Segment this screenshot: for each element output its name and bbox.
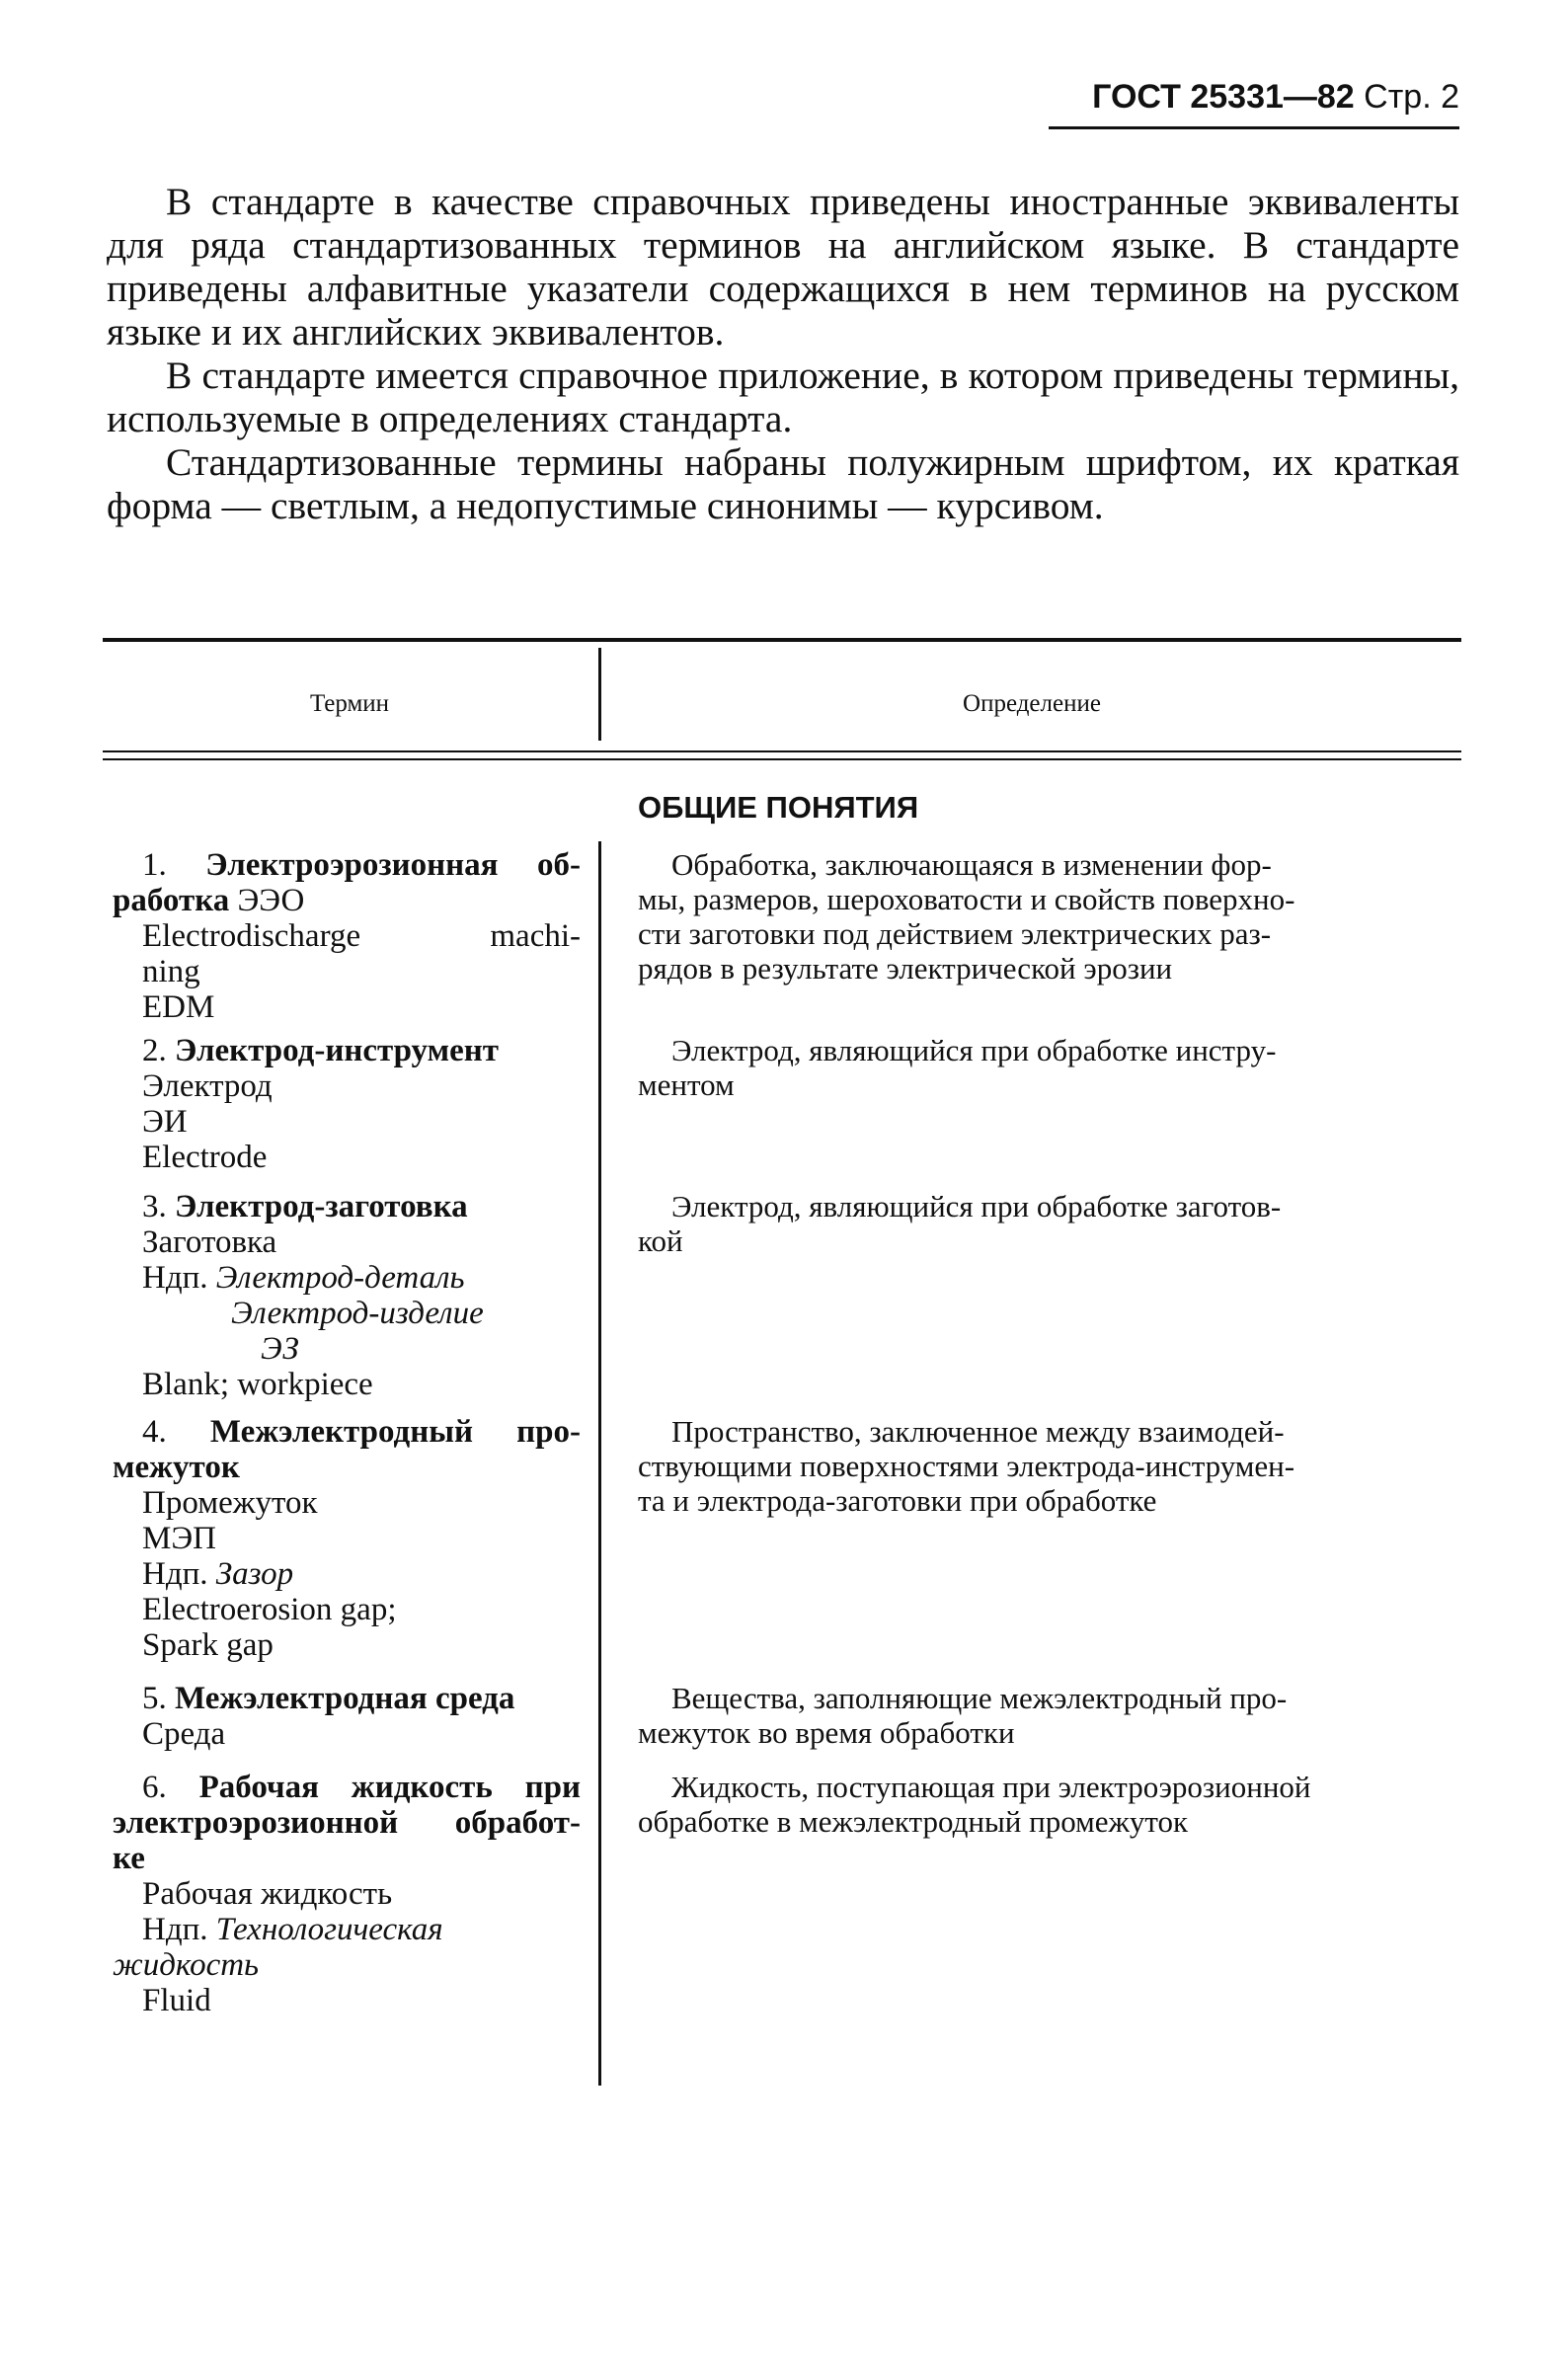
definition-6: Жидкость, поступающая при электроэрозионной обработке в межэлектродный промежуток	[638, 1770, 1311, 1839]
term-1: 1. Электроэрозионная об- работка ЭЭО Electrodischarge machi- ning EDM	[113, 847, 581, 1025]
table-header-rule-2	[103, 758, 1461, 760]
section-title: ОБЩИЕ ПОНЯТИЯ	[638, 790, 919, 825]
page-header	[1047, 77, 1459, 117]
table-top-rule	[103, 638, 1461, 642]
term-6: 6. Рабочая жидкость при электроэрозионной обработ- ке Рабочая жидкость Ндп. Технологическая жидкость Fluid	[113, 1770, 581, 2018]
column-divider	[598, 841, 601, 2086]
intro-paragraph-3: Стандартизованные термины набраны полужирным шрифтом, их краткая форма — светлым, а недопустимые синонимы — курсивом.	[107, 440, 1459, 527]
definition-3: Электрод, являющийся при обработке заготов- кой	[638, 1189, 1282, 1258]
term-5: 5. Межэлектродная среда Среда	[142, 1681, 515, 1752]
intro-paragraph-1: В стандарте в качестве справочных приведены иностранные эквиваленты для ряда стандартизованных терминов на английском языке. В стандарте приведены алфавитные указатели содержащихся в нем терминов на русском языке и их английских эквивалентов.	[107, 180, 1459, 354]
intro-text	[107, 180, 1459, 527]
term-3: 3. Электрод-заготовка Заготовка Ндп. Электрод-деталь Электрод-изделие ЭЗ Blank; workpiece	[142, 1189, 484, 1402]
definition-5: Вещества, заполняющие межэлектродный про- межуток во время обработки	[638, 1681, 1288, 1750]
header-divider	[598, 648, 601, 741]
page-number: Стр. 2	[1364, 78, 1459, 116]
definition-1: Обработка, заключающаяся в изменении фор- мы, размеров, шероховатости и свойств поверхно- сти заготовки под действием электрических раз- рядов в результате электрической эрозии	[638, 847, 1295, 986]
standard-code: ГОСТ 25331—82	[1092, 78, 1355, 116]
table-header-rule-1	[103, 750, 1461, 752]
term-4: 4. Межэлектродный про- межуток Промежуток МЭП Ндп. Зазор Electroerosion gap; Spark gap	[113, 1414, 582, 1663]
term-2: 2. Электрод-инструмент Электрод ЭИ Electrode	[142, 1033, 499, 1175]
column-header-definition: Определение	[963, 690, 1101, 717]
definition-4: Пространство, заключенное между взаимодей- ствующими поверхностями электрода-инструмен- та и электрода-заготовки при обработке	[638, 1414, 1295, 1518]
header-rule	[1049, 126, 1459, 129]
intro-paragraph-2: В стандарте имеется справочное приложение, в котором приведены термины, используемые в определениях стандарта.	[107, 354, 1459, 440]
column-header-term: Термин	[309, 690, 390, 717]
definition-2: Электрод, являющийся при обработке инстру- ментом	[638, 1033, 1277, 1102]
